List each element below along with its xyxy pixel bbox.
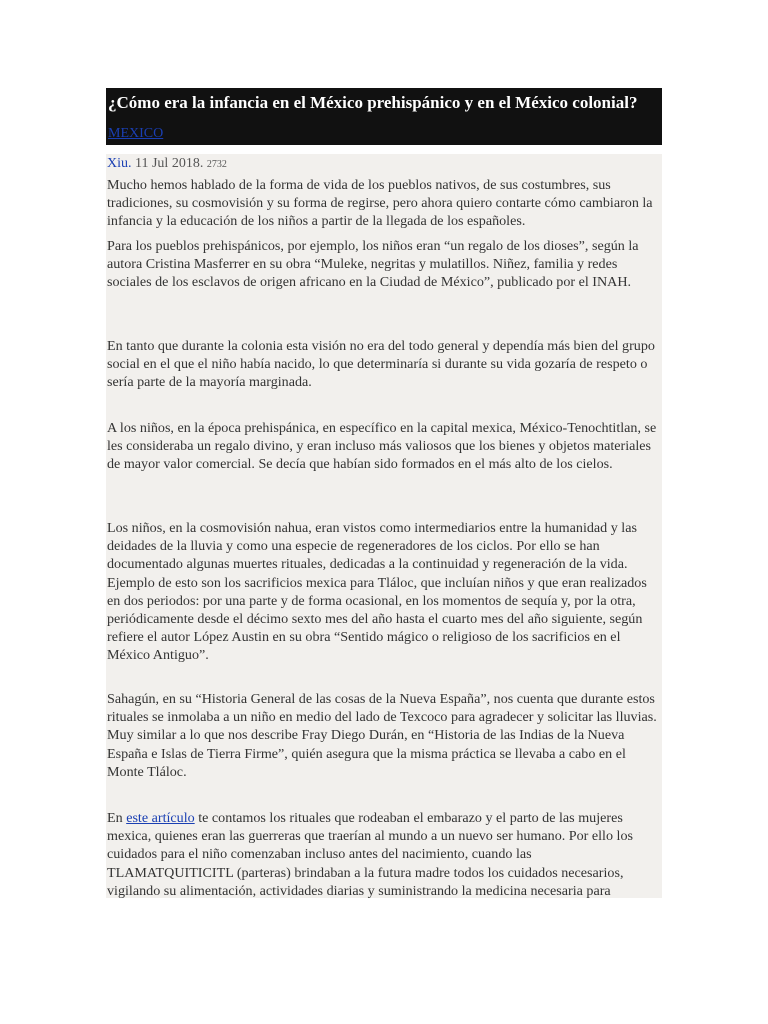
paragraph-7 xyxy=(107,809,660,898)
category-link[interactable]: MEXICO xyxy=(108,126,164,141)
article-link[interactable]: este artículo xyxy=(126,810,195,826)
paragraph-5: Los niños, en la cosmovisión nahua, eran vistos como intermediarios entre la humanidad y las deidades de la lluvia y como una especie de regeneradores de los ciclos. Por ello se han documentado algunas muertes rituales, dedicadas a la continuidad y regeneración de la vida. Ejemplo de esto son los sacrificios mexica para Tláloc, que incluían niños y que eran realizados en dos periodos: por una parte y de forma ocasional, en los momentos de sequía y, por la otra, periódicamente desde el décimo sexto mes del año hasta el cuarto mes del año siguiente, según refiere el autor López Austin en su obra “Sentido mágico o religioso de los sacrificios en el México Antiguo”. xyxy=(107,520,647,664)
paragraph-4: A los niños, en la época prehispánica, en específico en la capital mexica, México-Tenochtitlan, se les consideraba un regalo divino, y eran incluso más valiosos que los bienes y objetos materiales de mayor valor comercial. Se decía que habían sido formados en el más alto de los cielos. xyxy=(107,420,657,473)
article-body xyxy=(106,176,662,898)
article-byline xyxy=(106,154,662,176)
article-title: ¿Cómo era la infancia en el México prehispánico y en el México colonial? xyxy=(108,93,638,112)
paragraph-2: Para los pueblos prehispánicos, por ejemplo, los niños eran “un regalo de los dioses”, según la autora Cristina Masferrer en su obra “Muleke, negritas y mulatillos. Niñez, familia y redes sociales de los esclavos de origen africano en la Ciudad de México”, publicado por el INAH. xyxy=(107,238,639,291)
paragraph-1: Mucho hemos hablado de la forma de vida de los pueblos nativos, de sus costumbres, sus tradiciones, su cosmovisión y su forma de regirse, pero ahora quiero contarte cómo cambiaron la infancia y la educación de los niños a partir de la llegada de los españoles. xyxy=(107,177,653,230)
paragraph-6: Sahagún, en su “Historia General de las cosas de la Nueva España”, nos cuenta que durante estos rituales se inmolaba a un niño en medio del lado de Texcoco para agradecer y solicitar las lluvias. Muy similar a lo que nos describe Fray Diego Durán, en “Historia de las Indias de la Nueva España e Islas de Tierra Firme”, quién asegura que la misma práctica se llevaba a cabo en el Monte Tláloc. xyxy=(107,691,657,780)
paragraph-7-text: te contamos los rituales que rodeaban el embarazo y el parto de las mujeres mexica, quienes eran las guerreras que traerían al mundo a un nuevo ser humano. Por ello los cuidados para el niño comenzaban incluso antes del nacimiento, cuando las TLAMATQUITICITL (parteras) brindaban a la futura madre todos los cuidados necesarios, vigilando su alimentación, actividades diarias y suministrando la medicina necesaria para xyxy=(107,810,633,898)
author-link[interactable]: Xiu. xyxy=(107,156,132,171)
paragraph-3: En tanto que durante la colonia esta visión no era del todo general y dependía más bien del grupo social en el que el niño había nacido, lo que determinaría si durante su vida gozaría de respeto o sería parte de la mayoría marginada. xyxy=(107,338,655,391)
view-count: 2732 xyxy=(206,159,227,170)
article-header xyxy=(106,88,662,145)
publish-date: 11 Jul 2018. xyxy=(135,156,204,171)
paragraph-7-prefix: En xyxy=(107,810,127,826)
